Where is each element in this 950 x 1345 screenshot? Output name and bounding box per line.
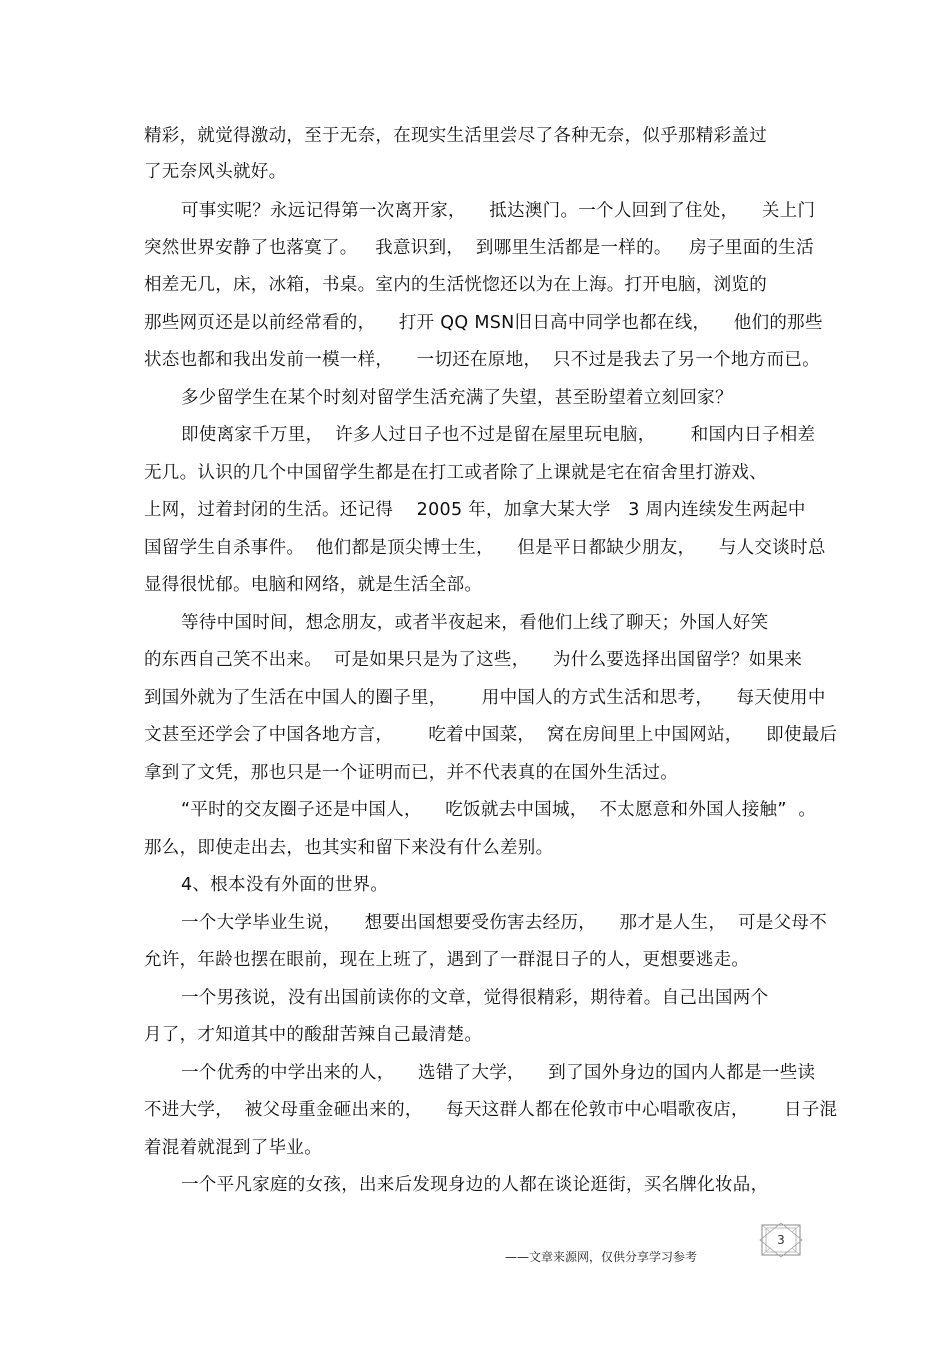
text-line: “平时的交友圈子还是中国人， 吃饭就去中国城， 不太愿意和外国人接触” 。 — [181, 800, 817, 820]
page-number: 3 — [777, 1233, 785, 1247]
text-line: 一个平凡家庭的女孩，出来后发现身边的人都在谈论逛街，买名牌化妆品， — [181, 1175, 769, 1195]
text-line: 一个男孩说，没有出国前读你的文章，觉得很精彩，期待着。自己出国两个 — [181, 988, 769, 1008]
text-line: 着混着就混到了毕业。 — [144, 1138, 322, 1158]
text-line: 相差无几，床，冰箱，书桌。室内的生活恍惚还以为在上海。打开电脑，浏览的 — [144, 275, 767, 295]
text-line: 了无奈风头就好。 — [144, 162, 287, 182]
text-line: 即使离家千万里， 许多人过日子也不过是留在屋里玩电脑， 和国内日子相差 — [181, 425, 816, 445]
text-line: 等待中国时间，想念朋友，或者半夜起来，看他们上线了聊天；外国人好笑 — [181, 613, 769, 633]
text-line: 国留学生自杀事件。 他们都是顶尖博士生， 但是平日都缺少朋友， 与人交谈时总 — [144, 538, 826, 558]
text-line: 那么，即使走出去，也其实和留下来没有什么差别。 — [144, 838, 554, 858]
text-line: 那些网页还是以前经常看的， 打开 QQ MSN旧日高中同学也都在线， 他们的那些 — [144, 313, 823, 333]
page-number-badge — [758, 1222, 804, 1258]
text-line: 多少留学生在某个时刻对留学生活充满了失望，甚至盼望着立刻回家？ — [181, 388, 733, 408]
text-line: 允许，年龄也摆在眼前，现在上班了，遇到了一群混日子的人，更想要逃走。 — [144, 950, 750, 970]
text-line: 月了，才知道其中的酸甜苦辣自己最清楚。 — [144, 1025, 483, 1045]
text-line: 突然世界安静了也落寞了。 我意识到， 到哪里生活都是一样的。 房子里面的生活 — [144, 238, 814, 258]
section-heading: 4、根本没有外面的世界。 — [181, 875, 389, 895]
text-line: 精彩，就觉得激动，至于无奈，在现实生活里尝尽了各种无奈，似乎那精彩盖过 — [144, 126, 767, 146]
text-line: 文甚至还学会了中国各地方言， 吃着中国菜， 窝在房间里上中国网站， 即使最后 — [144, 725, 838, 745]
text-line: 拿到了文凭，那也只是一个证明而已，并不代表真的在国外生活过。 — [144, 763, 678, 783]
text-line: 无几。认识的几个中国留学生都是在打工或者除了上课就是宅在宿舍里打游戏、 — [144, 463, 767, 483]
text-line: 一个优秀的中学出来的人， 选错了大学， 到了国外身边的国内人都是一些读 — [181, 1063, 816, 1083]
text-line: 的东西自己笑不出来。 可是如果只是为了这些， 为什么要选择出国留学？如果来 — [144, 650, 803, 670]
text-line: 可事实呢？永远记得第一次离开家， 抵达澳门。一个人回到了住处， 关上门 — [181, 201, 816, 221]
text-line: 一个大学毕业生说， 想要出国想要受伤害去经历， 那才是人生， 可是父母不 — [181, 913, 828, 933]
text-line: 上网，过着封闭的生活。还记得 2005 年，加拿大某大学 3 周内连续发生两起中 — [144, 500, 806, 520]
text-line: 不进大学， 被父母重金砸出来的， 每天这群人都在伦敦市中心唱歌夜店， 日子混 — [144, 1100, 838, 1120]
footer-source-note: ——文章来源网，仅供分享学习参考 — [505, 1250, 698, 1264]
text-line: 状态也都和我出发前一模一样， 一切还在原地， 只不过是我去了另一个地方而已。 — [144, 350, 820, 370]
text-line: 显得很忧郁。电脑和网络，就是生活全部。 — [144, 575, 483, 595]
text-line: 到国外就为了生活在中国人的圈子里， 用中国人的方式生活和思考， 每天使用中 — [144, 688, 826, 708]
